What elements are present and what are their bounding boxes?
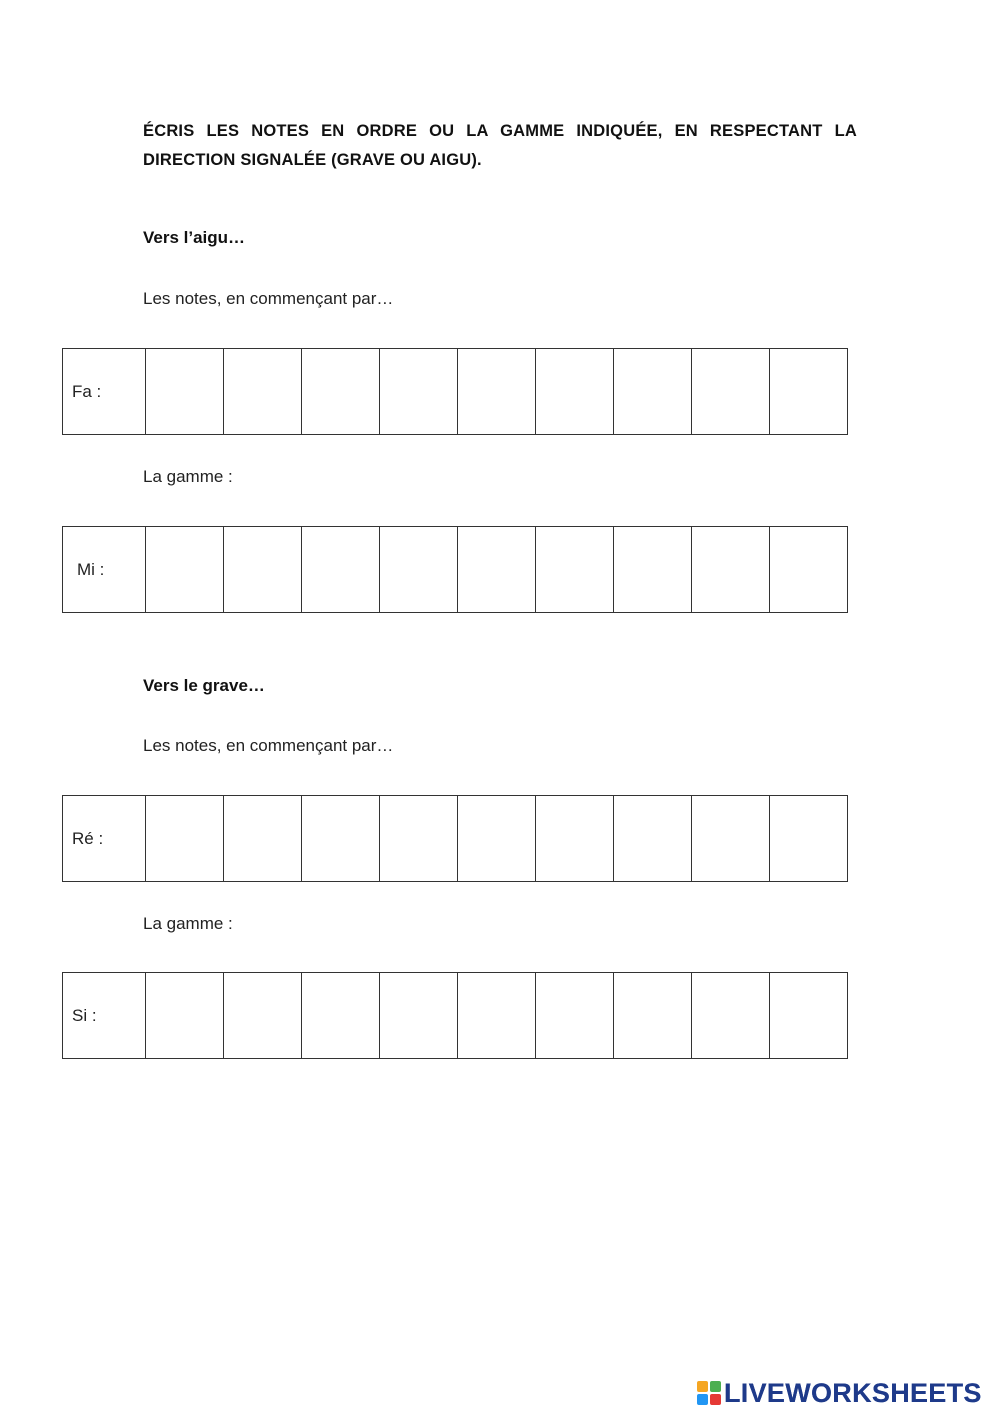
answer-cell[interactable] [770,796,848,882]
answer-cell[interactable] [614,349,692,435]
answer-cell[interactable] [458,527,536,613]
answer-cell[interactable] [224,973,302,1059]
table-row [63,973,848,1059]
logo-square-icon [710,1381,721,1392]
logo-mark-icon [697,1381,721,1405]
answer-cell[interactable] [692,527,770,613]
answer-cell[interactable] [224,349,302,435]
logo-square-icon [697,1381,708,1392]
answer-cell[interactable] [770,527,848,613]
answer-cell[interactable] [380,349,458,435]
answer-cell[interactable] [224,527,302,613]
section-heading-aigu: Vers l’aigu… [143,228,246,247]
answer-cell[interactable] [302,796,380,882]
answer-table-si [62,972,848,1059]
answer-cell[interactable] [380,973,458,1059]
answer-table-re [62,795,848,882]
answer-cell[interactable] [458,973,536,1059]
answer-cell[interactable] [458,796,536,882]
start-note-cell: Ré : [63,796,146,882]
start-note-cell: Si : [63,973,146,1059]
answer-cell[interactable] [458,349,536,435]
row-label-notes-fa: Les notes, en commençant par… [143,289,394,308]
answer-cell[interactable] [380,796,458,882]
answer-cell[interactable] [692,349,770,435]
logo-square-icon [697,1394,708,1405]
answer-cell[interactable] [692,796,770,882]
answer-cell[interactable] [536,796,614,882]
answer-cell[interactable] [770,973,848,1059]
answer-cell[interactable] [770,349,848,435]
answer-cell[interactable] [146,973,224,1059]
answer-cell[interactable] [146,796,224,882]
answer-cell[interactable] [614,973,692,1059]
answer-cell[interactable] [302,973,380,1059]
start-note-cell: Fa : [63,349,146,435]
instruction-text: ÉCRIS LES NOTES EN ORDRE OU LA GAMME INDIQUÉE, EN RESPECTANT LA DIRECTION SIGNALÉE (GRAVE OU AIGU). [143,122,857,169]
row-label-gamme-mi: La gamme : [143,467,233,486]
answer-cell[interactable] [146,527,224,613]
table-row [63,527,848,613]
liveworksheets-logo [697,1376,982,1410]
row-label-notes-re: Les notes, en commençant par… [143,736,394,755]
section-heading-grave: Vers le grave… [143,676,265,695]
answer-cell[interactable] [380,527,458,613]
table-row [63,796,848,882]
answer-cell[interactable] [614,527,692,613]
answer-table-fa [62,348,848,435]
answer-cell[interactable] [692,973,770,1059]
answer-cell[interactable] [146,349,224,435]
logo-square-icon [710,1394,721,1405]
logo-brand-text: LIVEWORKSHEETS [724,1377,982,1408]
answer-cell[interactable] [536,349,614,435]
table-row [63,349,848,435]
answer-cell[interactable] [224,796,302,882]
row-label-gamme-si: La gamme : [143,914,233,933]
answer-cell[interactable] [536,973,614,1059]
answer-table-mi [62,526,848,613]
start-note-cell: Mi : [63,527,146,613]
answer-cell[interactable] [614,796,692,882]
answer-cell[interactable] [302,349,380,435]
answer-cell[interactable] [302,527,380,613]
answer-cell[interactable] [536,527,614,613]
